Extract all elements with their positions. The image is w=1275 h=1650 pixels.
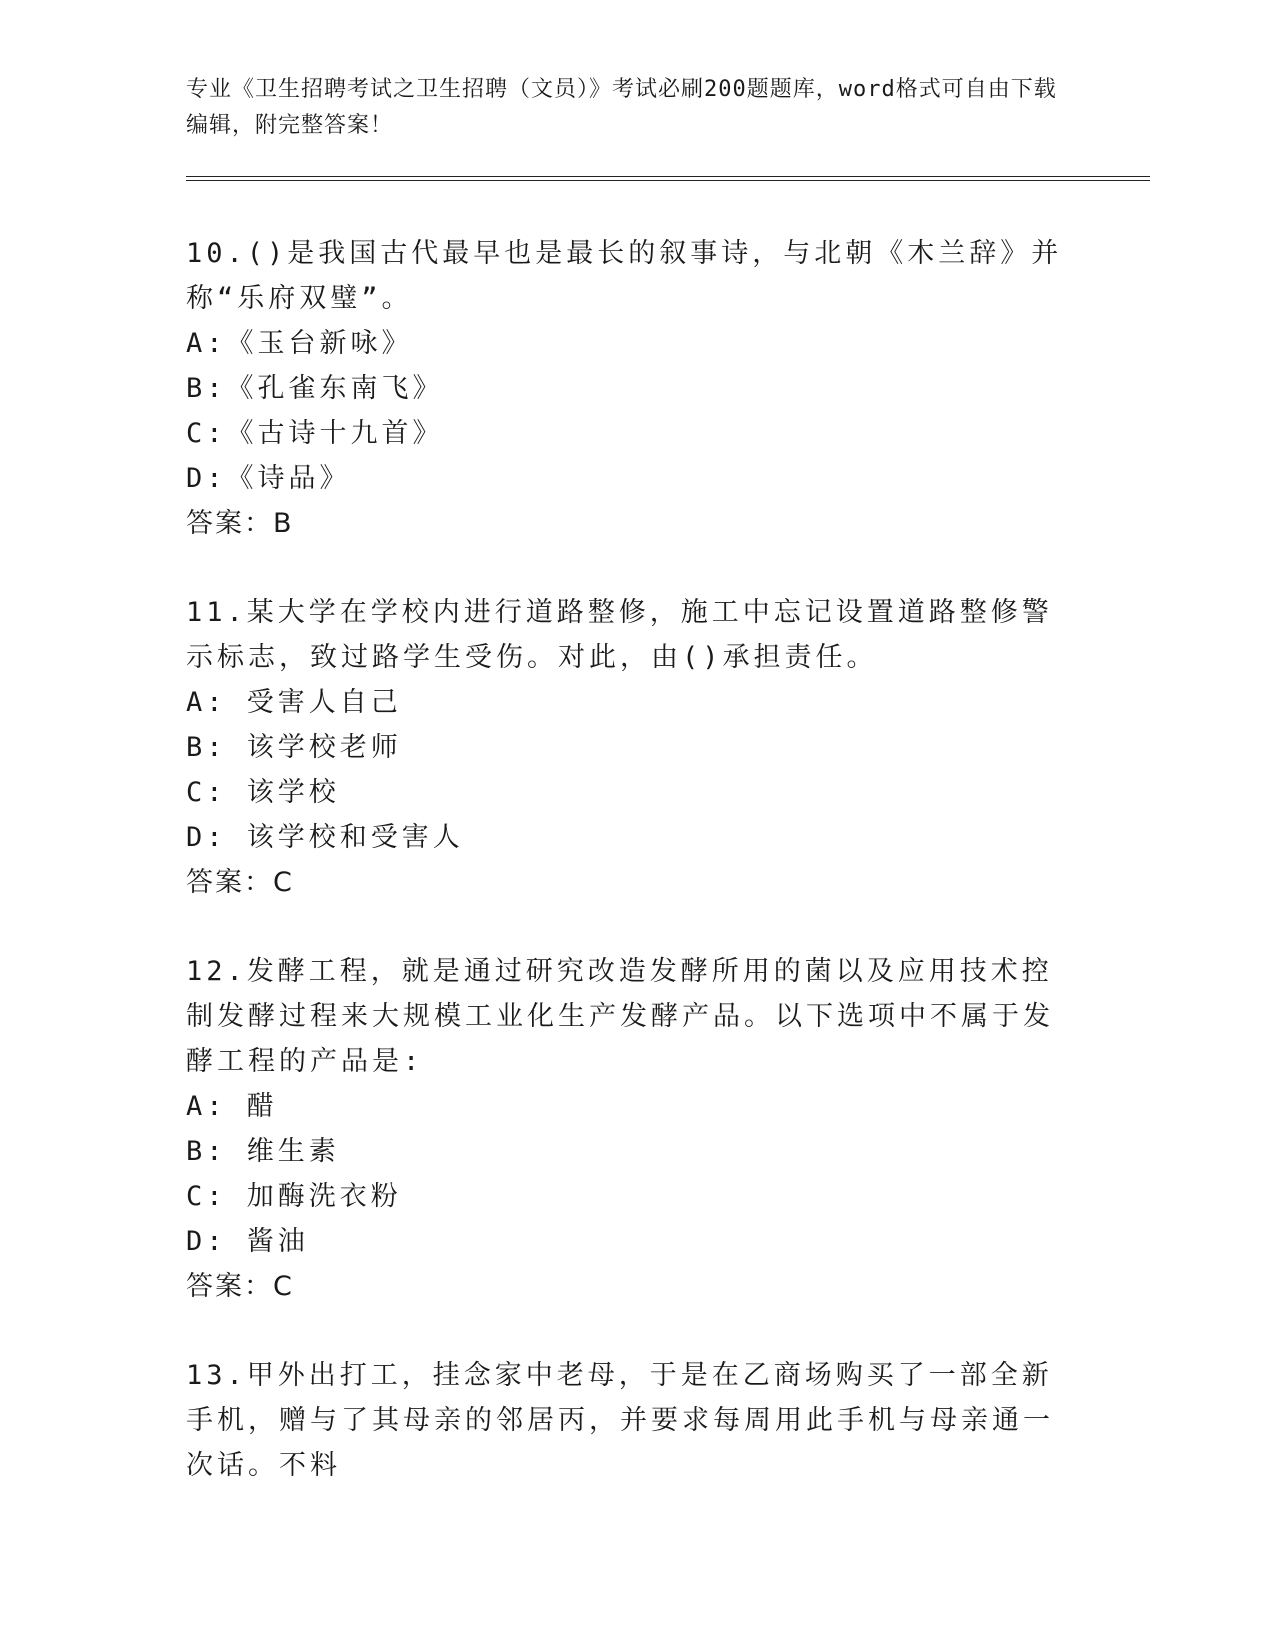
question-item bbox=[186, 590, 1076, 905]
option-b: B:《孔雀东南飞》 bbox=[186, 373, 444, 404]
option-c: C:《古诗十九首》 bbox=[186, 418, 444, 449]
answer-line: 答案：C bbox=[186, 867, 294, 898]
option-a: A: 受害人自己 bbox=[186, 687, 402, 718]
option-d: D:《诗品》 bbox=[186, 463, 351, 494]
question-item bbox=[186, 949, 1076, 1309]
answer-line: 答案：C bbox=[186, 1271, 294, 1302]
header-divider bbox=[186, 176, 1150, 181]
question-stem: 12.发酵工程，就是通过研究改造发酵所用的菌以及应用技术控制发酵过程来大规模工业化生产发酵产品。以下选项中不属于发酵工程的产品是: bbox=[186, 956, 1054, 1077]
question-item bbox=[186, 231, 1076, 546]
option-b: B: 维生素 bbox=[186, 1136, 340, 1167]
option-c: C: 加酶洗衣粉 bbox=[186, 1181, 402, 1212]
option-d: D: 该学校和受害人 bbox=[186, 822, 464, 853]
question-stem: 11.某大学在学校内进行道路整修，施工中忘记设置道路整修警示标志，致过路学生受伤。对此，由()承担责任。 bbox=[186, 597, 1053, 673]
option-a: A: 醋 bbox=[186, 1091, 278, 1122]
answer-line: 答案：B bbox=[186, 508, 294, 539]
option-d: D: 酱油 bbox=[186, 1226, 309, 1257]
question-item bbox=[186, 1353, 1076, 1488]
question-list bbox=[186, 231, 1076, 1532]
option-a: A:《玉台新咏》 bbox=[186, 328, 413, 359]
question-stem: 10.()是我国古代最早也是最长的叙事诗，与北朝《木兰辞》并称“乐府双璧”。 bbox=[186, 238, 1063, 314]
question-stem: 13.甲外出打工，挂念家中老母，于是在乙商场购买了一部全新手机，赠与了其母亲的邻居丙，并要求每周用此手机与母亲通一次话。不料 bbox=[186, 1360, 1054, 1481]
option-c: C: 该学校 bbox=[186, 777, 340, 808]
option-b: B: 该学校老师 bbox=[186, 732, 402, 763]
page-header: 专业《卫生招聘考试之卫生招聘（文员）》考试必刷200题题库，word格式可自由下载编辑，附完整答案！ bbox=[186, 77, 1057, 138]
